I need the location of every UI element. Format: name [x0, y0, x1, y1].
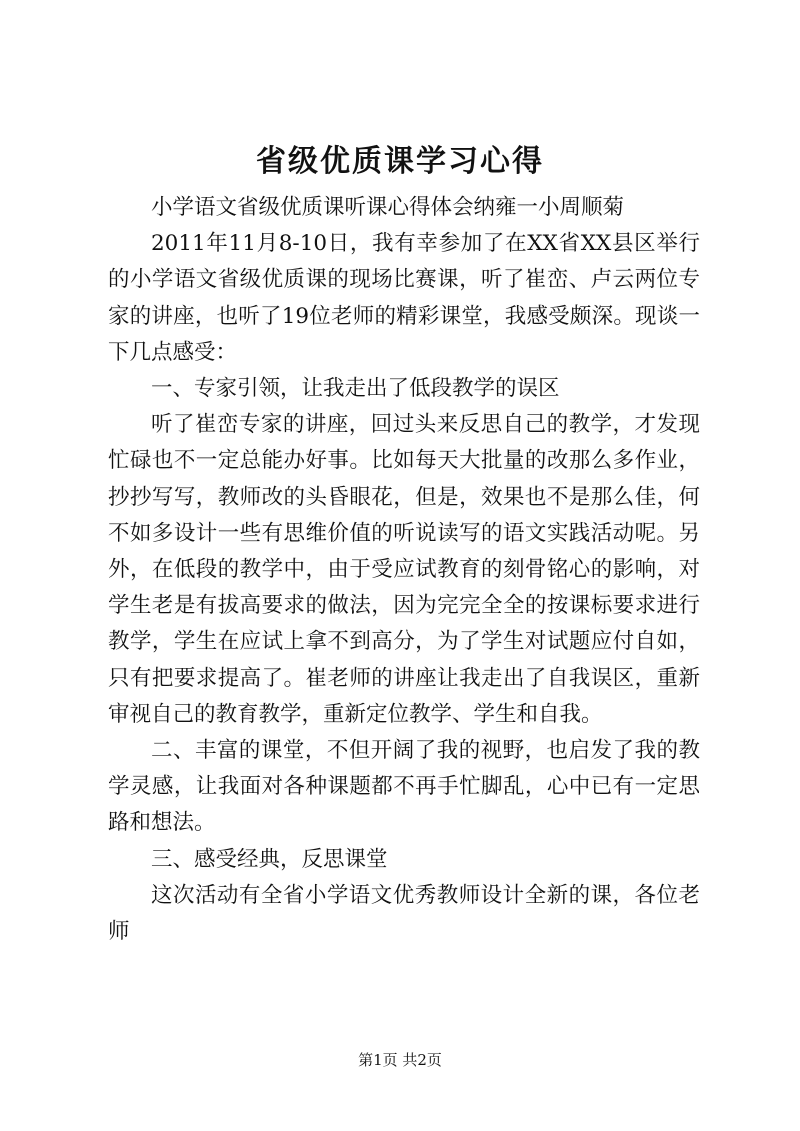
paragraph-section-1: 听了崔峦专家的讲座，回过头来反思自己的教学，才发现忙碌也不一定总能办好事。比如每天大批量的改那么多作业，抄抄写写，教师改的头昏眼花，但是，效果也不是那么佳，何不如多设计一些有思维价值的听说读写的语文实践活动呢。另外，在低段的教学中，由于受应试教育的刻骨铭心的影响，对学生老是有拔高要求的做法，因为完完全全的按课标要求进行教学，学生在应试上拿不到高分，为了学生对试题应付自如，只有把要求提高了。崔老师的讲座让我走出了自我误区，重新审视自己的教育教学，重新定位教学、学生和自我。 — [108, 412, 700, 727]
paragraph-intro: 2011年11月8-10日，我有幸参加了在XX省XX县区举行的小学语文省级优质课的现场比赛课，听了崔峦、卢云两位专家的讲座，也听了19位老师的精彩课堂，我感受颇深。现谈一下几点感受： — [108, 231, 700, 365]
section-heading-1: 一、专家引领，让我走出了低段教学的误区 — [151, 376, 560, 402]
document-body — [108, 190, 700, 950]
section-heading-3: 三、感受经典，反思课堂 — [151, 846, 388, 872]
document-title: 省级优质课学习心得 — [256, 144, 544, 179]
page-footer: 第1页 共2页 — [358, 1051, 442, 1069]
paragraph-subtitle: 小学语文省级优质课听课心得体会纳雍一小周顺菊 — [151, 195, 625, 220]
paragraph-section-3: 这次活动有全省小学语文优秀教师设计全新的课，各位老师 — [108, 882, 700, 945]
section-heading-2: 二、丰富的课堂，不但开阔了我的视野，也启发了我的教学灵感，让我面对各种课题都不再手忙脚乱，心中已有一定思路和想法。 — [108, 738, 700, 836]
